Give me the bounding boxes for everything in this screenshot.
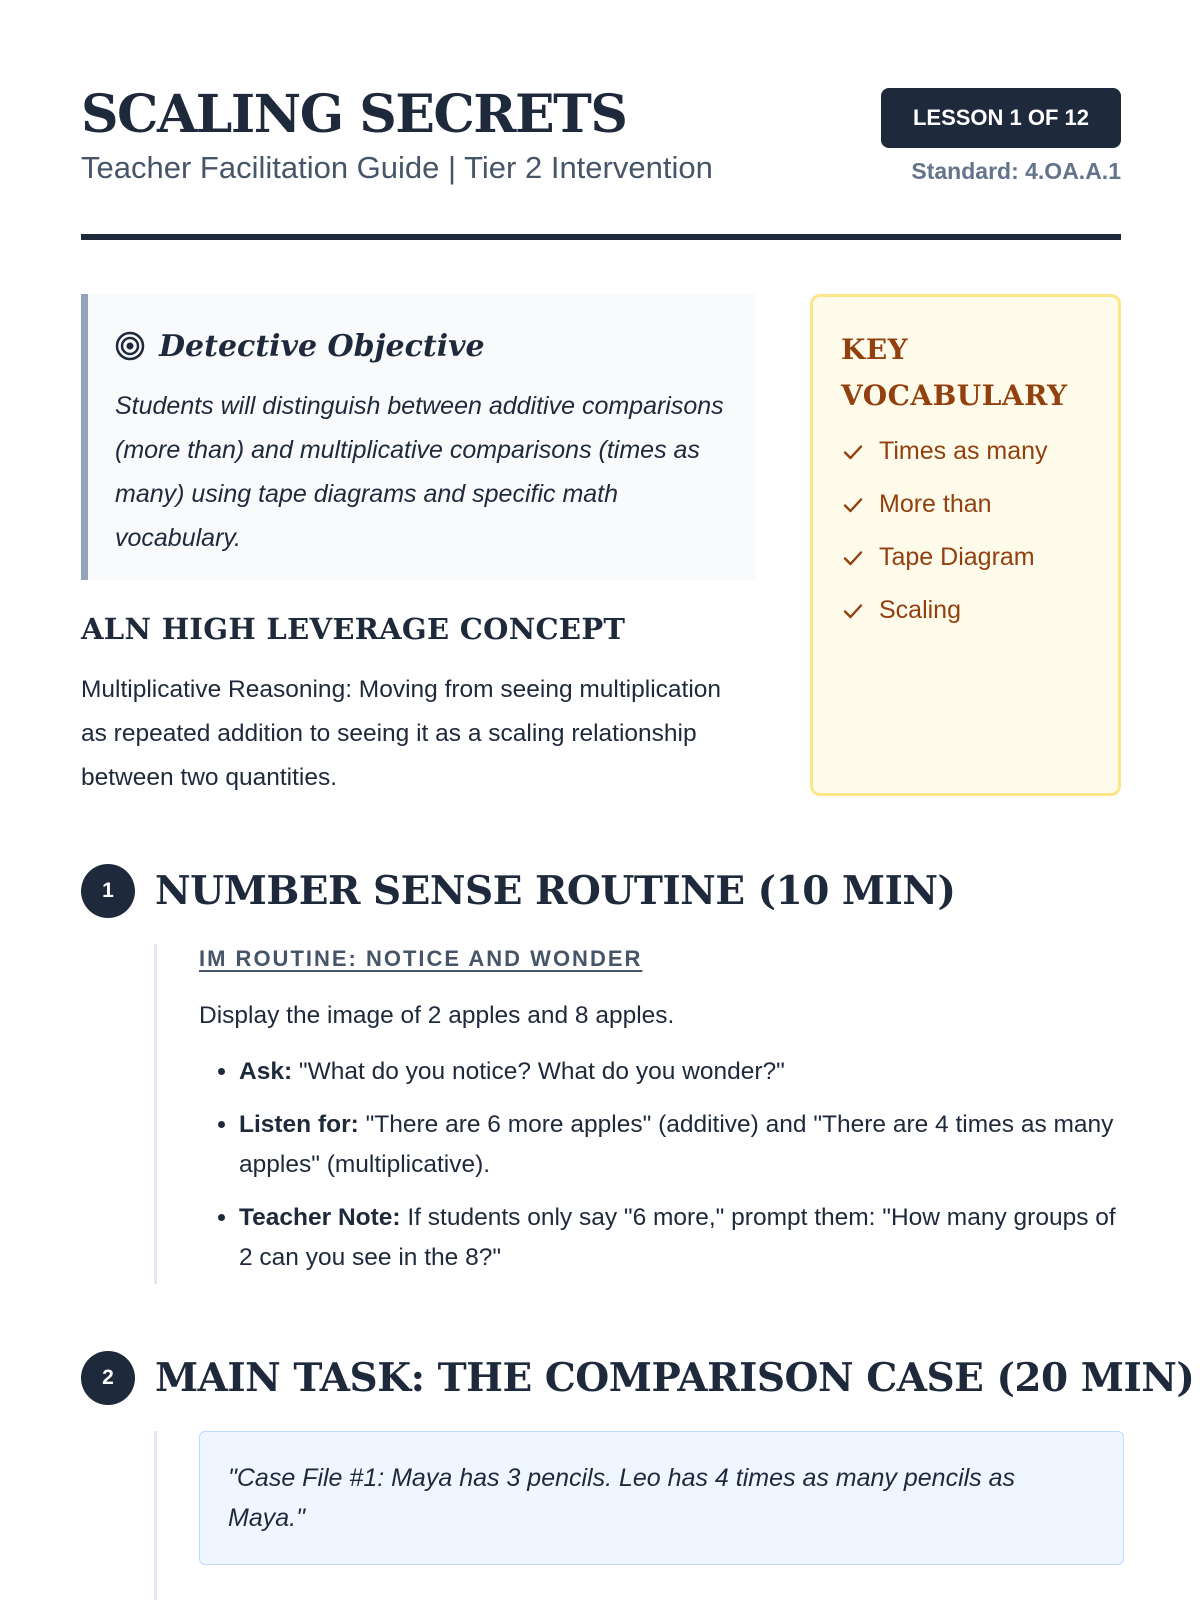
- vocabulary-term: More than: [879, 490, 992, 518]
- section-number-badge: 1: [81, 864, 135, 918]
- routine-intro: Display the image of 2 apples and 8 apples.: [199, 1002, 675, 1029]
- header-divider: [81, 234, 1121, 240]
- key-vocabulary-box: [810, 294, 1121, 796]
- section-1-heading: [81, 864, 955, 918]
- section-2-heading: [81, 1351, 1194, 1405]
- vocabulary-term: Scaling: [879, 596, 961, 624]
- vocabulary-item: [841, 584, 1090, 637]
- section-number-badge: 2: [81, 1351, 135, 1405]
- vocabulary-term: Tape Diagram: [879, 543, 1035, 571]
- case-file-box: "Case File #1: Maya has 3 pencils. Leo has 4 times as many pencils as Maya.": [199, 1431, 1124, 1565]
- section-title: MAIN TASK: THE COMPARISON CASE (20 MIN): [155, 1355, 1195, 1401]
- checkmark-icon: [841, 546, 865, 570]
- guide-header: [81, 80, 1121, 240]
- bullet-label: Ask:: [239, 1058, 293, 1085]
- vocabulary-list: [841, 425, 1090, 637]
- list-item: [239, 1052, 1121, 1092]
- section-1-body: [154, 944, 1121, 1284]
- objective-title: Detective Objective: [159, 328, 485, 364]
- bullet-text: If students only say "6 more," prompt them: "How many groups of 2 can you see in the 8?": [239, 1204, 1116, 1271]
- routine-bullet-list: [199, 1052, 1121, 1278]
- vocabulary-item: [841, 478, 1090, 531]
- checkmark-icon: [841, 440, 865, 464]
- section-title: NUMBER SENSE ROUTINE (10 MIN): [155, 868, 956, 914]
- objective-box: [81, 294, 756, 580]
- bullet-label: Teacher Note:: [239, 1204, 401, 1231]
- lesson-badge: LESSON 1 OF 12: [881, 88, 1121, 148]
- bullet-text: "What do you notice? What do you wonder?": [292, 1058, 785, 1085]
- page-title: SCALING SECRETS: [81, 84, 627, 145]
- vocabulary-term: Times as many: [879, 437, 1048, 465]
- concept-heading: ALN HIGH LEVERAGE CONCEPT: [81, 612, 626, 646]
- list-item: [239, 1105, 1121, 1185]
- bullet-label: Listen for:: [239, 1111, 359, 1138]
- checkmark-icon: [841, 599, 865, 623]
- target-icon: [115, 331, 145, 361]
- checkmark-icon: [841, 493, 865, 517]
- concept-text: Multiplicative Reasoning: Moving from seeing multiplication as repeated addition to seeing it as a scaling relationship between two quantities.: [81, 676, 722, 791]
- vocabulary-item: [841, 531, 1090, 584]
- routine-label: IM ROUTINE: NOTICE AND WONDER: [199, 946, 643, 971]
- vocabulary-item: [841, 425, 1090, 478]
- standard-label: Standard: 4.OA.A.1: [911, 158, 1121, 184]
- lesson-guide-page: [81, 0, 1195, 1600]
- objective-text: Students will distinguish between additive comparisons (more than) and multiplicative comparisons (times as many) using tape diagrams and specific math vocabulary.: [115, 392, 724, 552]
- vocabulary-title: KEY VOCABULARY: [841, 333, 1068, 412]
- page-subtitle: Teacher Facilitation Guide | Tier 2 Intervention: [81, 150, 713, 185]
- bullet-text: "There are 6 more apples" (additive) and "There are 4 times as many apples" (multiplicative).: [239, 1111, 1114, 1178]
- section-2-body: [154, 1431, 1121, 1600]
- list-item: [239, 1198, 1121, 1278]
- objective-heading: [115, 324, 726, 368]
